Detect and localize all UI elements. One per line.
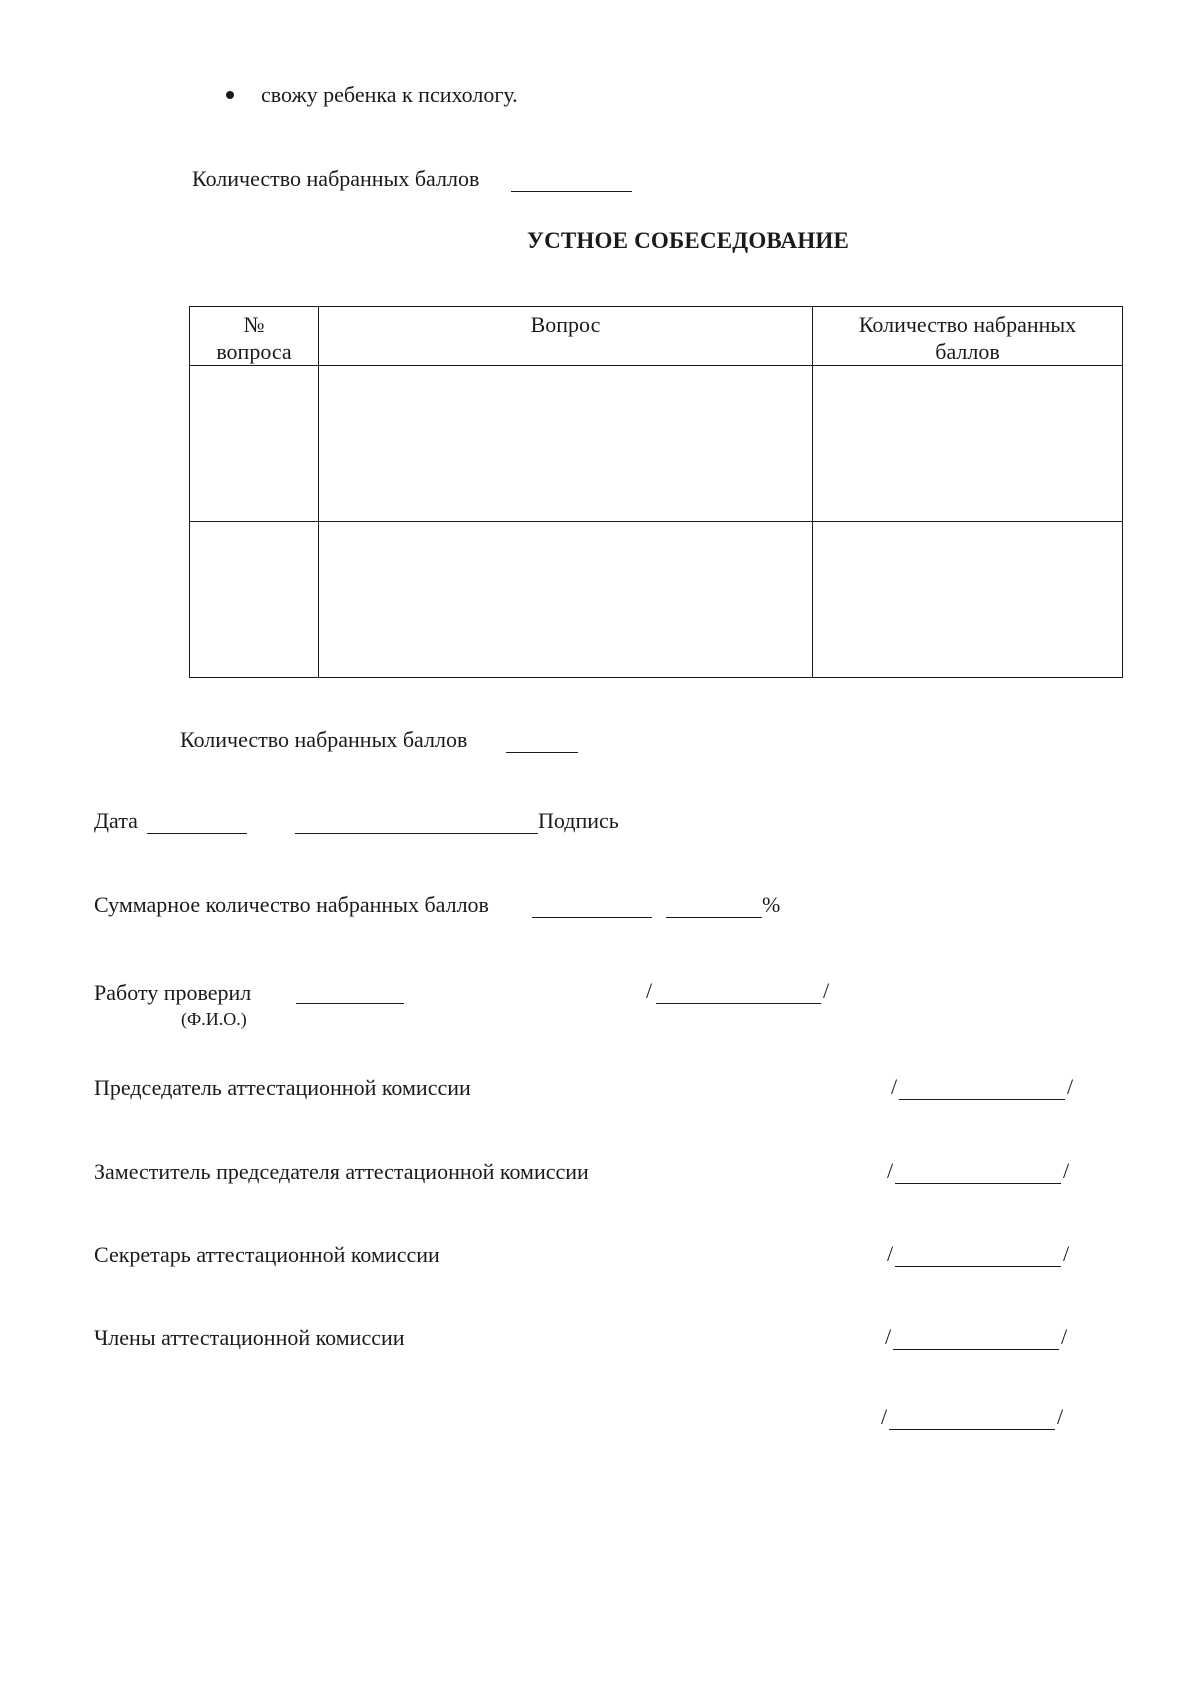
checked-by-field[interactable] bbox=[296, 1003, 404, 1004]
slash-open: / bbox=[646, 978, 653, 1003]
slash-open: / bbox=[891, 1074, 898, 1099]
slash-open: / bbox=[885, 1324, 892, 1349]
checked-by-label: Работу проверил bbox=[94, 980, 252, 1005]
table-cell-question[interactable] bbox=[319, 522, 813, 678]
slash-open: / bbox=[881, 1404, 888, 1429]
slash-open: / bbox=[887, 1158, 894, 1183]
commission-member-signature-field[interactable] bbox=[889, 1429, 1055, 1430]
slash-close: / bbox=[823, 978, 830, 1003]
table-header-score bbox=[813, 307, 1123, 366]
checked-by-signature-field[interactable] bbox=[656, 1003, 821, 1004]
table-header-row bbox=[190, 307, 1123, 366]
score-label-2: Количество набранных баллов bbox=[180, 727, 468, 752]
table-cell-question[interactable] bbox=[319, 366, 813, 522]
table-header-number-line1: № bbox=[243, 312, 265, 337]
total-score-field[interactable] bbox=[532, 917, 652, 918]
slash-close: / bbox=[1063, 1241, 1070, 1266]
table-header-question bbox=[319, 307, 813, 366]
table-row bbox=[190, 522, 1123, 678]
score-field-2[interactable] bbox=[506, 752, 578, 753]
slash-close: / bbox=[1061, 1324, 1068, 1349]
score-field-1[interactable] bbox=[511, 191, 632, 192]
bullet-icon bbox=[226, 91, 234, 99]
slash-close: / bbox=[1067, 1074, 1074, 1099]
table-header-score-line1: Количество набранных bbox=[858, 312, 1077, 337]
percent-sign: % bbox=[762, 892, 781, 917]
table-row bbox=[190, 366, 1123, 522]
commission-deputy-signature-field[interactable] bbox=[895, 1183, 1061, 1184]
slash-close: / bbox=[1057, 1404, 1064, 1429]
table-header-number bbox=[190, 307, 319, 366]
total-percent-field[interactable] bbox=[666, 917, 762, 918]
bullet-item: свожу ребенка к психологу. bbox=[261, 82, 518, 107]
section-title: УСТНОЕ СОБЕСЕДОВАНИЕ bbox=[527, 228, 850, 253]
table-cell-score[interactable] bbox=[813, 522, 1123, 678]
table-header-number-line2: вопроса bbox=[216, 339, 292, 364]
fio-label: (Ф.И.О.) bbox=[181, 1009, 247, 1029]
table-cell-score[interactable] bbox=[813, 366, 1123, 522]
score-label-1: Количество набранных баллов bbox=[192, 166, 480, 191]
commission-members-label: Члены аттестационной комиссии bbox=[94, 1325, 405, 1350]
commission-secretary-signature-field[interactable] bbox=[895, 1266, 1061, 1267]
interview-table bbox=[189, 306, 1123, 678]
slash-close: / bbox=[1063, 1158, 1070, 1183]
commission-chair-label: Председатель аттестационной комиссии bbox=[94, 1075, 471, 1100]
table-header-score-line2: баллов bbox=[935, 339, 1000, 364]
signature-label: Подпись bbox=[538, 808, 619, 833]
total-label: Суммарное количество набранных баллов bbox=[94, 892, 489, 917]
table-header-question-line1: Вопрос bbox=[530, 312, 601, 337]
commission-chair-signature-field[interactable] bbox=[899, 1099, 1065, 1100]
signature-field[interactable] bbox=[295, 833, 538, 834]
date-field[interactable] bbox=[147, 833, 247, 834]
date-label: Дата bbox=[94, 808, 138, 833]
commission-member-signature-field[interactable] bbox=[893, 1349, 1059, 1350]
commission-deputy-label: Заместитель председателя аттестационной комиссии bbox=[94, 1159, 589, 1184]
slash-open: / bbox=[887, 1241, 894, 1266]
commission-secretary-label: Секретарь аттестационной комиссии bbox=[94, 1242, 440, 1267]
table-cell-number[interactable] bbox=[190, 522, 319, 678]
table-cell-number[interactable] bbox=[190, 366, 319, 522]
